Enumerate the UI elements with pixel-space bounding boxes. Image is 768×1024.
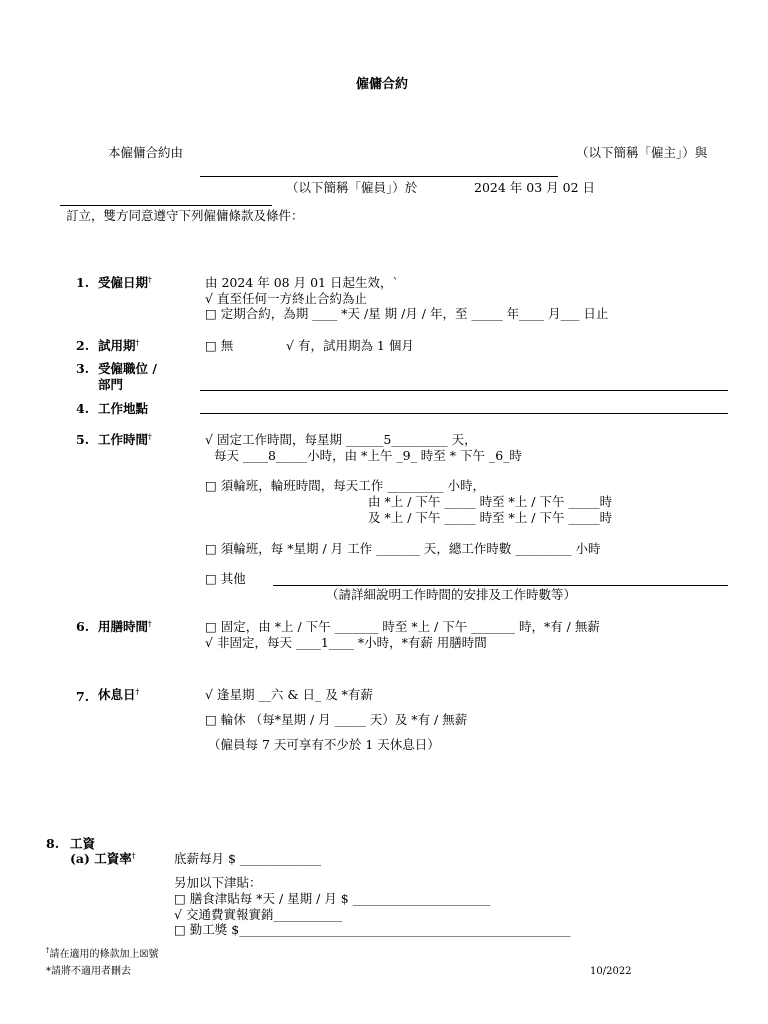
employer-name-line (200, 176, 558, 177)
section-3-label-line1: 受僱職位 / (98, 361, 157, 376)
probation-yes-option: √ 有，試用期為 1 個月 (286, 338, 414, 353)
section-8-line2: 另加以下津貼： (174, 875, 262, 890)
section-5-label: 工作時間† (98, 431, 152, 447)
section-5-number: 5. (76, 432, 90, 447)
form-code: 10/2022 (590, 966, 632, 977)
section-5-note: （請詳細說明工作時間的安排及工作時數等） (326, 587, 577, 602)
employee-name-line (60, 205, 272, 206)
intro-line2: （以下簡稱「僱員」）於 (286, 180, 418, 195)
section-7-note: （僱員每 7 天可享有不少於 1 天休息日） (208, 737, 440, 752)
workplace-line (200, 413, 728, 414)
section-8-line4: √ 交通費實報實銷___________ (174, 907, 343, 922)
section-7-label: 休息日† (98, 686, 140, 702)
intro-line1-right: （以下簡稱「僱主」）與 (576, 145, 708, 160)
contract-date: 2024 年 03 月 02 日 (474, 180, 595, 195)
section-5-line4: 由 *上 / 下午 _____ 時至 *上 / 下午 _____時 (368, 494, 613, 509)
section-8a-label: (a) 工資率† (70, 850, 136, 866)
section-3-number: 3. (76, 361, 90, 376)
section-2-label: 試用期† (98, 337, 140, 353)
section-8-line5: □ 勤工獎 $_____________________________________________________ (174, 922, 571, 937)
footer-note-1: †請在適用的條款加上☒號 (46, 946, 159, 960)
section-1-line2: √ 直至任何一方終止合約為止 (205, 291, 367, 306)
section-5-line2: 每天 ____8_____小時，由 *上午 _9_ 時至 * 下午 _6_時 (214, 448, 522, 463)
section-5-line1: √ 固定工作時間，每星期 ______5_________ 天， (205, 432, 477, 447)
probation-none-option: □ 無 (205, 338, 234, 353)
section-2-number: 2. (76, 338, 90, 353)
section-7-line2: □ 輪休 （每*星期 / 月 _____ 天）及 *有 / 無薪 (205, 712, 468, 727)
section-5-other: □ 其他 (205, 571, 246, 586)
document-title: 僱傭合約 (356, 77, 409, 92)
section-5-line3: □ 須輪班，輪班時間，每天工作 _________ 小時， (205, 478, 485, 493)
section-6-line2: √ 非固定，每天 ____1____ *小時，*有薪 用膳時間 (205, 635, 487, 650)
footer-note-2: *請將不適用者刪去 (46, 966, 131, 977)
section-4-label: 工作地點 (98, 401, 149, 416)
section-1-line3: □ 定期合約，為期 ____ *天 /星 期 /月 / 年，至 _____ 年____ 月___ 日止 (205, 306, 609, 321)
section-1-label: 受僱日期† (98, 274, 152, 290)
section-6-line1: □ 固定，由 *上 / 下午 _______ 時至 *上 / 下午 _______ 時，*有 / 無薪 (205, 619, 600, 634)
section-8-label: 工資 (70, 836, 96, 851)
section-6-label: 用膳時間† (98, 618, 152, 634)
position-line (200, 390, 728, 391)
intro-line3: 訂立，雙方同意遵守下列僱傭條款及條件： (66, 208, 304, 223)
section-8-number: 8. (46, 836, 60, 851)
section-5-line5: 及 *上 / 下午 _____ 時至 *上 / 下午 _____時 (368, 510, 613, 525)
section-8-line1: 底薪每月 $ _____________ (174, 851, 322, 866)
section-4-number: 4. (76, 401, 90, 416)
section-7-line1: √ 逢星期 __六 & 日_ 及 *有薪 (205, 687, 373, 702)
section-5-line6: □ 須輪班，每 *星期 / 月 工作 _______ 天，總工作時數 _________ 小時 (205, 541, 601, 556)
section-3-label-line2: 部門 (98, 377, 124, 392)
section-7-number: 7. (76, 689, 90, 704)
section-8-line3: □ 膳食津貼每 *天 / 星期 / 月 $ ______________________ (174, 891, 491, 906)
other-hours-line (273, 585, 728, 586)
intro-line1-left: 本僱傭合約由 (108, 145, 184, 160)
section-6-number: 6. (76, 619, 90, 634)
section-1-number: 1. (76, 275, 90, 290)
section-1-line1: 由 2024 年 08 月 01 日起生效，` (205, 275, 399, 290)
